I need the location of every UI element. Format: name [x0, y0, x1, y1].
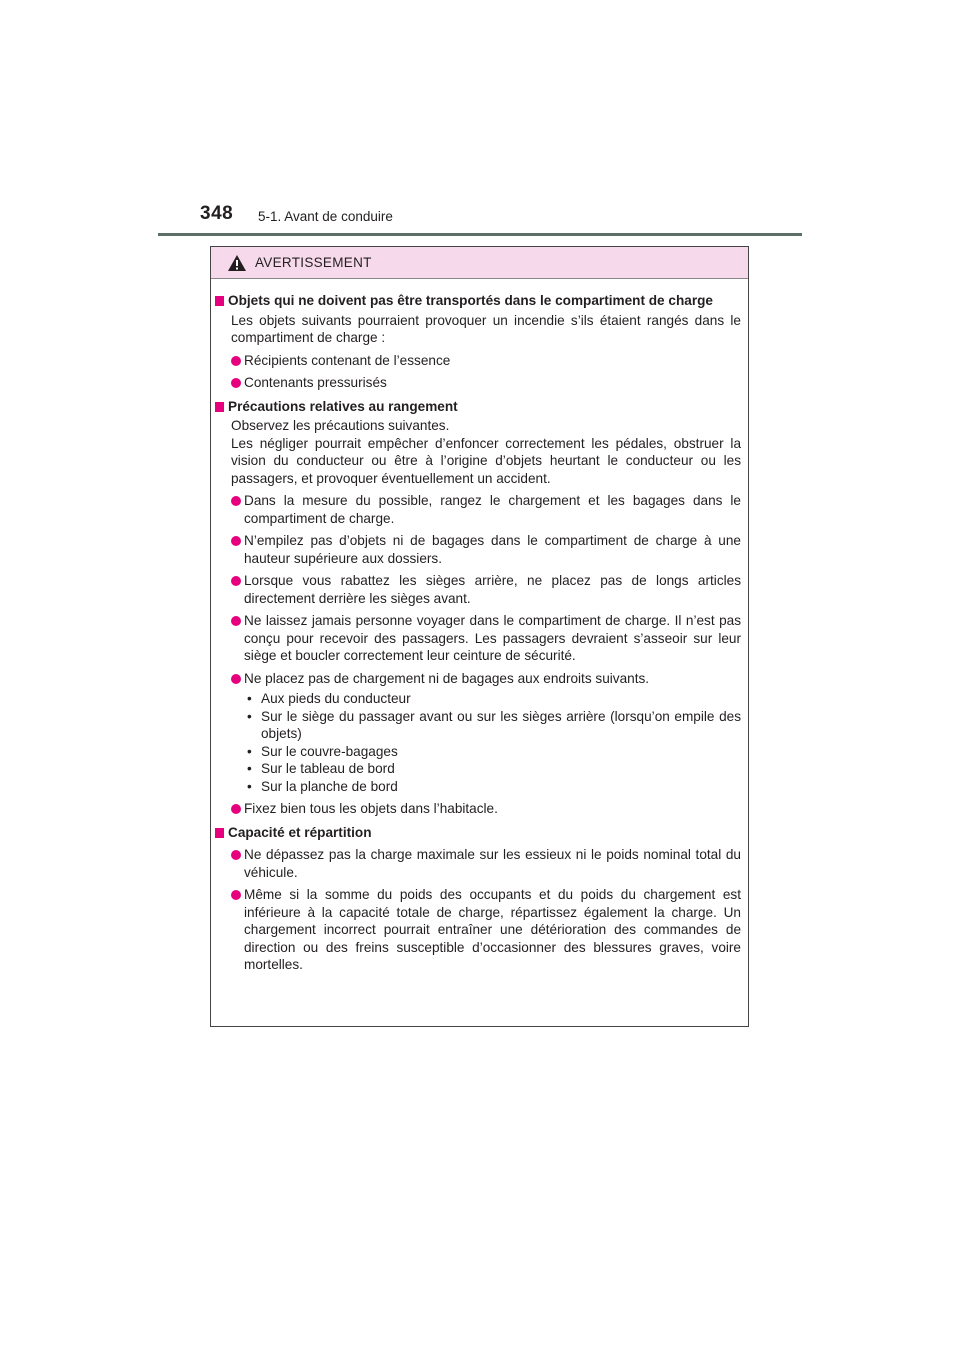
heading-text: Capacité et répartition — [228, 824, 372, 840]
section-heading — [215, 824, 741, 842]
list-item-text: Contenants pressurisés — [244, 375, 387, 390]
paragraph: Observez les précautions suivantes. — [231, 418, 450, 433]
section-title: 5-1. Avant de conduire — [258, 209, 393, 224]
list-item — [215, 352, 741, 370]
list-item-text: Ne dépassez pas la charge maximale sur les essieux ni le poids nominal total du véhicule. — [244, 847, 741, 880]
section-heading — [215, 292, 741, 310]
sub-list-item-text: Sur la planche de bord — [261, 778, 398, 794]
warning-box — [210, 246, 749, 1027]
sub-list-item-text: Sur le siège du passager avant ou sur les sièges arrière (lorsqu’on empile des objets) — [261, 708, 741, 741]
sub-list-item-text: Sur le tableau de bord — [261, 761, 395, 776]
list-item — [215, 886, 741, 974]
sub-list-item: • Sur le couvre-bagages — [247, 743, 398, 759]
header-rule — [158, 233, 802, 236]
circle-bullet-icon — [231, 576, 241, 586]
list-item — [215, 532, 741, 567]
page-number: 348 — [200, 203, 234, 224]
circle-bullet-icon — [231, 890, 241, 900]
list-item — [215, 670, 741, 688]
warning-header — [211, 247, 748, 279]
heading-text: Précautions relatives au rangement — [228, 398, 458, 414]
list-item — [215, 572, 741, 607]
circle-bullet-icon — [231, 804, 241, 814]
paragraph: Les objets suivants pourraient provoquer un incendie s’ils étaient rangés dans le compartiment de charge : — [231, 312, 741, 345]
circle-bullet-icon — [231, 850, 241, 860]
warning-triangle-icon — [227, 254, 247, 272]
sub-list-item-text: Sur le couvre-bagages — [261, 743, 398, 759]
circle-bullet-icon — [231, 674, 241, 684]
paragraph: Les négliger pourrait empêcher d’enfoncer correctement les pédales, obstruer la vision du conducteur ou être à l’origine d’objets heurtant le conducteur ou les passagers, et provoquer éventuellement un accident. — [231, 435, 741, 486]
circle-bullet-icon — [231, 536, 241, 546]
list-item-text: Même si la somme du poids des occupants et du poids du chargement est inférieure à la capacité totale de charge, répartissez également la charge. Un chargement incorrect pourrait entraîner une détérioration des commandes de direction ou des freins susceptible d’occasionner des blessures graves, voire mortelles. — [244, 887, 741, 972]
square-bullet-icon — [215, 828, 224, 838]
list-item — [215, 492, 741, 527]
list-item — [215, 800, 741, 818]
sub-list-item: • Sur la planche de bord — [247, 778, 398, 794]
square-bullet-icon — [215, 402, 224, 412]
circle-bullet-icon — [231, 378, 241, 388]
heading-text: Objets qui ne doivent pas être transportés dans le compartiment de charge — [228, 293, 713, 308]
sub-list-item: • Aux pieds du conducteur — [247, 691, 411, 706]
warning-title: AVERTISSEMENT — [255, 255, 372, 270]
sub-list-item-text: Aux pieds du conducteur — [261, 691, 411, 706]
circle-bullet-icon — [231, 496, 241, 506]
sub-list-item: • Sur le siège du passager avant ou sur les sièges arrière (lorsqu’on empile des objets) — [247, 708, 741, 741]
circle-bullet-icon — [231, 356, 241, 366]
list-item — [215, 374, 741, 392]
square-bullet-icon — [215, 296, 224, 306]
list-item — [215, 612, 741, 665]
warning-body — [211, 280, 748, 1026]
list-item-text: Récipients contenant de l’essence — [244, 352, 451, 368]
section-heading — [215, 398, 741, 416]
list-item — [215, 846, 741, 881]
sub-list-item: • Sur le tableau de bord — [247, 761, 395, 776]
list-item-text: N’empilez pas d’objets ni de bagages dans le compartiment de charge à une hauteur supérieure aux dossiers. — [244, 533, 741, 566]
list-item-text: Dans la mesure du possible, rangez le chargement et les bagages dans le compartiment de charge. — [244, 493, 741, 526]
list-item-text: Fixez bien tous les objets dans l’habitacle. — [244, 801, 498, 816]
list-item-text: Ne laissez jamais personne voyager dans le compartiment de charge. Il n’est pas conçu pour recevoir des passagers. Les passagers devraient s’asseoir sur leur siège et boucler correctement leur ceinture de sécurité. — [244, 613, 741, 663]
list-item-text: Lorsque vous rabattez les sièges arrière, ne placez pas de longs articles directement derrière les sièges avant. — [244, 573, 741, 606]
list-item-text: Ne placez pas de chargement ni de bagages aux endroits suivants. — [244, 670, 650, 686]
circle-bullet-icon — [231, 616, 241, 626]
